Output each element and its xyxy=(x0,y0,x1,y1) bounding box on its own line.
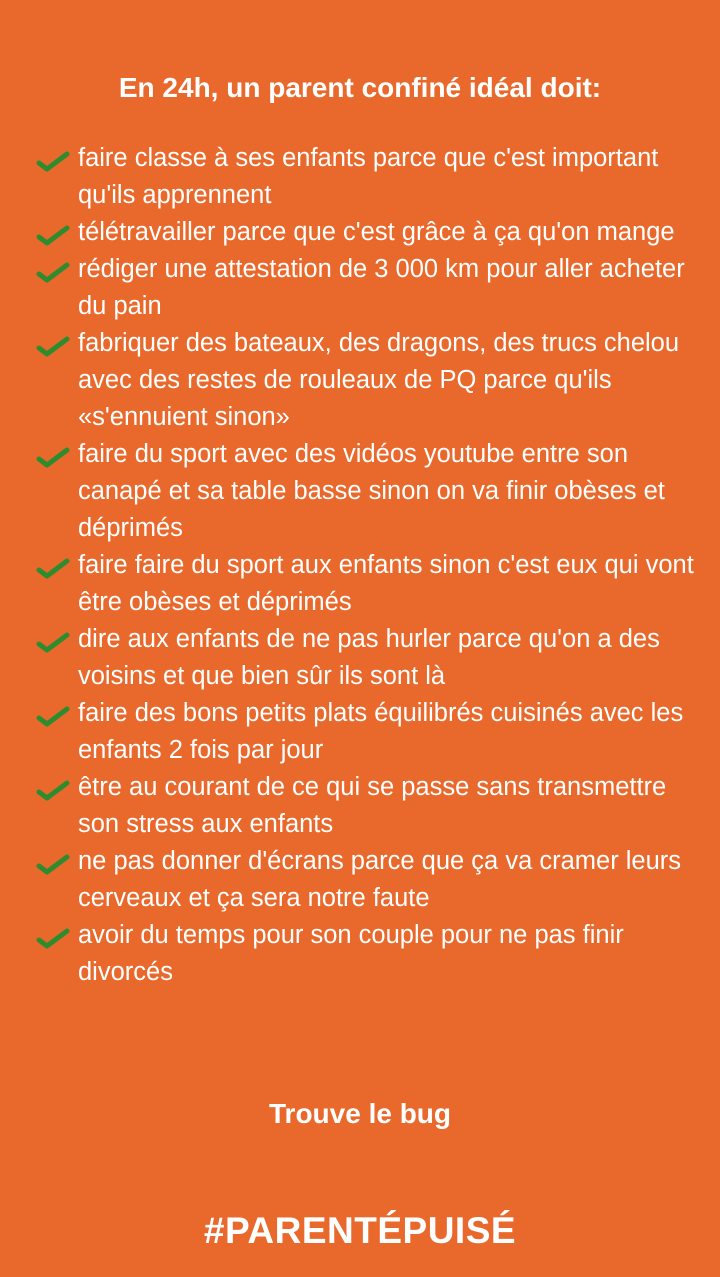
list-item-text: dire aux enfants de ne pas hurler parce qu'on a des voisins et que bien sûr ils sont là xyxy=(78,625,660,690)
checkmark-icon xyxy=(36,334,70,358)
checklist xyxy=(36,140,700,991)
list-item xyxy=(36,695,700,769)
list-item xyxy=(36,769,700,843)
list-item xyxy=(36,843,700,917)
list-item-text: ne pas donner d'écrans parce que ça va cramer leurs cerveaux et ça sera notre faute xyxy=(78,847,682,912)
checkmark-icon xyxy=(36,223,70,247)
list-item-text: rédiger une attestation de 3 000 km pour aller acheter du pain xyxy=(78,255,685,320)
list-item-text: avoir du temps pour son couple pour ne pas finir divorcés xyxy=(78,921,624,986)
list-item-text: être au courant de ce qui se passe sans transmettre son stress aux enfants xyxy=(78,773,667,838)
checkmark-icon xyxy=(36,778,70,802)
list-item xyxy=(36,140,700,214)
checkmark-icon xyxy=(36,630,70,654)
list-item xyxy=(36,621,700,695)
checkmark-icon xyxy=(36,556,70,580)
list-item-text: faire des bons petits plats équilibrés cuisinés avec les enfants 2 fois par jour xyxy=(78,699,684,764)
hashtag: #PARENTÉPUISÉ xyxy=(203,1210,517,1251)
list-item xyxy=(36,325,700,436)
checkmark-icon xyxy=(36,445,70,469)
checkmark-icon xyxy=(36,852,70,876)
list-item-text: faire classe à ses enfants parce que c'est important qu'ils apprennent xyxy=(78,144,659,209)
list-item xyxy=(36,436,700,547)
list-item-text: télétravailler parce que c'est grâce à ça qu'on mange xyxy=(78,218,675,246)
list-item-text: faire du sport avec des vidéos youtube entre son canapé et sa table basse sinon on va finir obèses et déprimés xyxy=(78,440,665,542)
list-item xyxy=(36,917,700,991)
footer-cta: Trouve le bug xyxy=(268,1098,452,1129)
list-item xyxy=(36,547,700,621)
checkmark-icon xyxy=(36,260,70,284)
list-item xyxy=(36,214,700,251)
checkmark-icon xyxy=(36,926,70,950)
checkmark-icon xyxy=(36,704,70,728)
page-title: En 24h, un parent confiné idéal doit: xyxy=(118,72,602,103)
list-item-text: faire faire du sport aux enfants sinon c'est eux qui vont être obèses et déprimés xyxy=(78,551,694,616)
list-item xyxy=(36,251,700,325)
list-item-text: fabriquer des bateaux, des dragons, des trucs chelou avec des restes de rouleaux de PQ parce qu'ils «s'ennuient sinon» xyxy=(78,329,680,431)
checkmark-icon xyxy=(36,149,70,173)
